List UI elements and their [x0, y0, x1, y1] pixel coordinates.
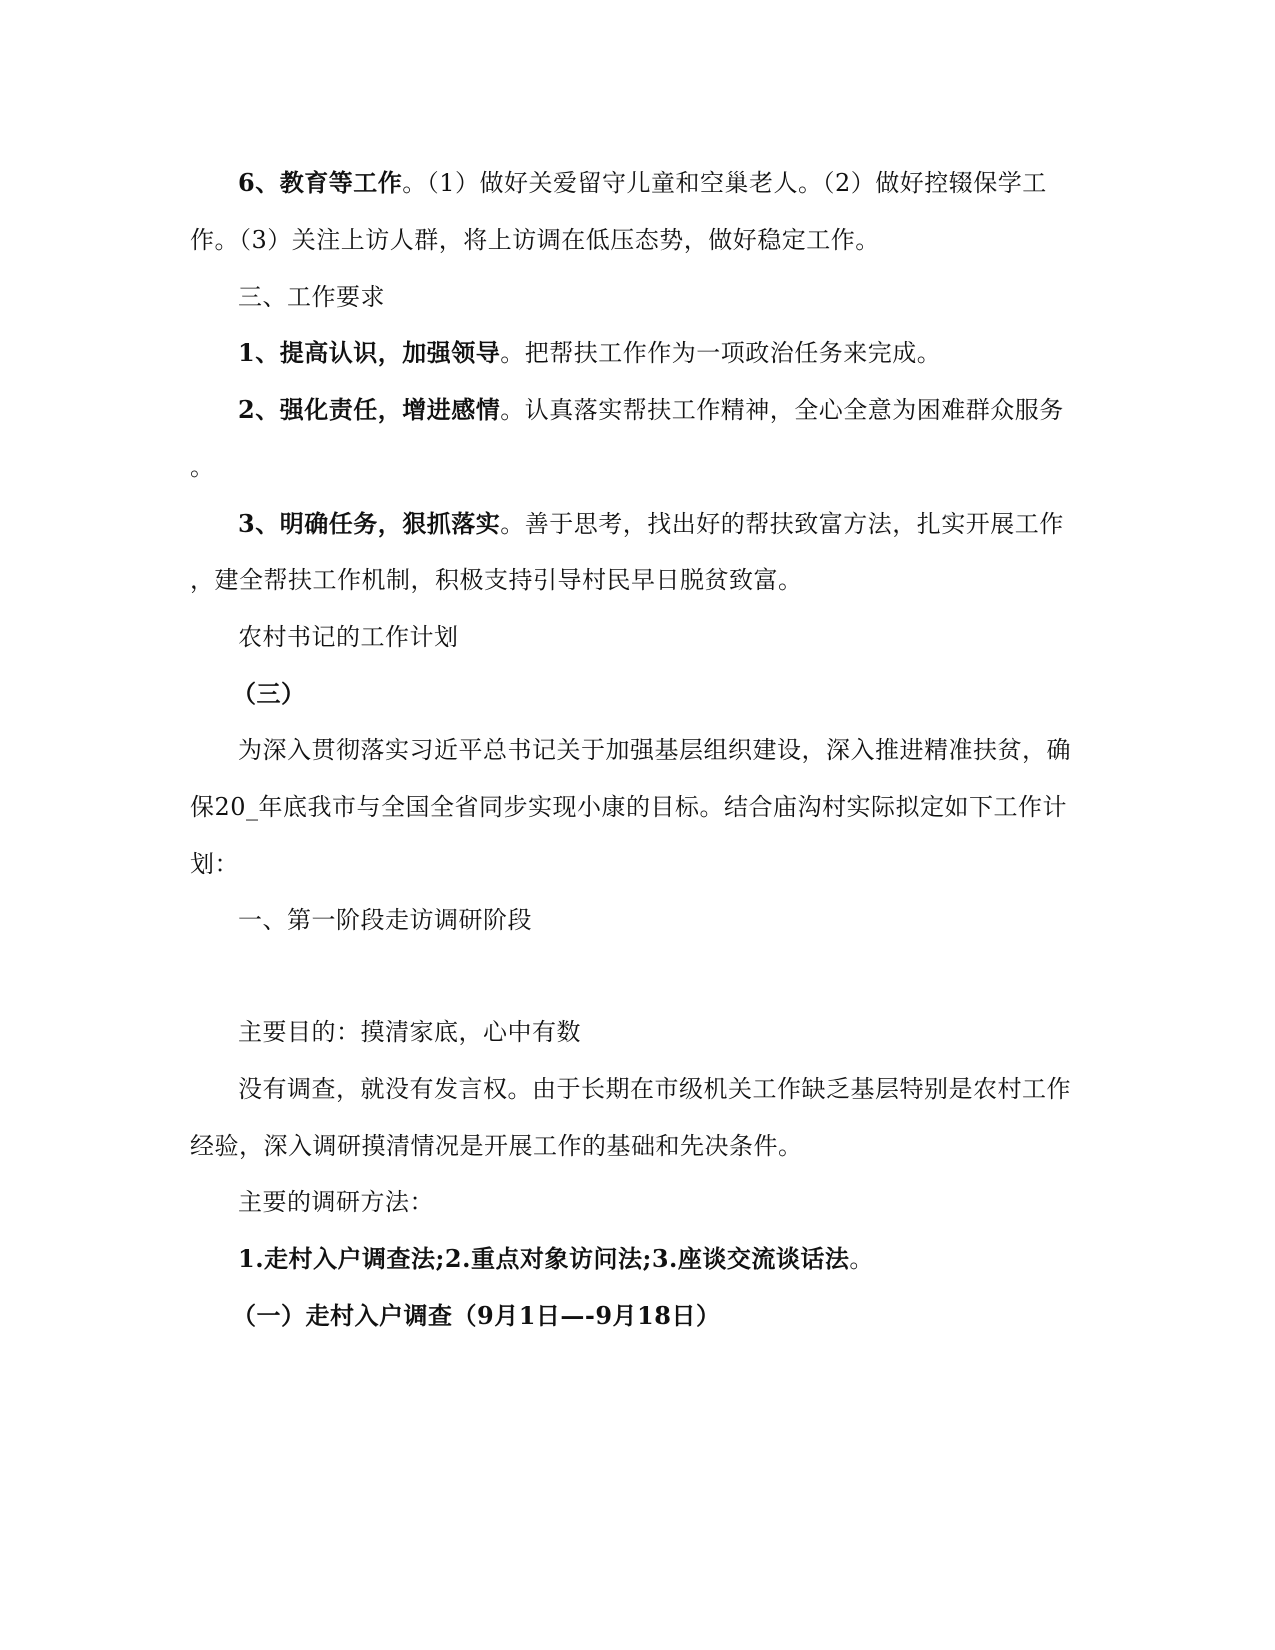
survey-line2: 经验，深入调研摸清情况是开展工作的基础和先决条件。 — [190, 1132, 803, 1160]
methods-list-end: 。 — [849, 1245, 874, 1273]
requirement-2-line1 — [238, 395, 1064, 425]
requirement-1 — [238, 338, 941, 368]
heading-work-requirements: 三、工作要求 — [238, 283, 385, 311]
methods-list — [238, 1244, 874, 1274]
requirement-3-heading: 3、明确任务，狠抓落实 — [238, 509, 501, 538]
paragraph-education-heading: 6、教育等工作 — [238, 168, 403, 197]
paragraph-education-line2: 作。（3）关注上访人群，将上访调在低压态势，做好稳定工作。 — [190, 226, 880, 254]
requirement-3-text: 。善于思考，找出好的帮扶致富方法，扎实开展工作 — [500, 510, 1064, 538]
intro-line3: 划： — [190, 850, 239, 878]
main-purpose: 主要目的：摸清家底，心中有数 — [238, 1018, 581, 1046]
document-title: 农村书记的工作计划 — [238, 623, 459, 651]
requirement-2-heading: 2、强化责任，增进感情 — [238, 395, 501, 424]
methods-list-text: 1.走村入户调查法;2.重点对象访问法;3.座谈交流谈话法 — [238, 1244, 850, 1273]
requirement-1-text: 。把帮扶工作作为一项政治任务来完成。 — [500, 339, 942, 367]
intro-line2: 保20_年底我市与全国全省同步实现小康的目标。结合庙沟村实际拟定如下工作计 — [190, 793, 1068, 821]
paragraph-education-line1 — [238, 168, 1047, 198]
document-subtitle: （三） — [232, 679, 306, 708]
requirement-2-line2: 。 — [190, 453, 215, 481]
requirement-3-line1 — [238, 509, 1064, 539]
requirement-1-heading: 1、提高认识，加强领导 — [238, 338, 501, 367]
intro-line1: 为深入贯彻落实习近平总书记关于加强基层组织建设，深入推进精准扶贫，确 — [238, 736, 1071, 764]
requirement-3-line2: ，建全帮扶工作机制，积极支持引导村民早日脱贫致富。 — [190, 566, 803, 594]
section-one-heading: （一）走村入户调查（9月1日—-9月18日） — [232, 1301, 721, 1330]
methods-label: 主要的调研方法： — [238, 1188, 434, 1216]
requirement-2-text: 。认真落实帮扶工作精神，全心全意为困难群众服务 — [500, 396, 1064, 424]
survey-line1: 没有调查，就没有发言权。由于长期在市级机关工作缺乏基层特别是农村工作 — [238, 1075, 1071, 1103]
heading-phase-one: 一、第一阶段走访调研阶段 — [238, 906, 532, 934]
paragraph-education-text: 。（1）做好关爱留守儿童和空巢老人。（2）做好控辍保学工 — [402, 169, 1047, 197]
